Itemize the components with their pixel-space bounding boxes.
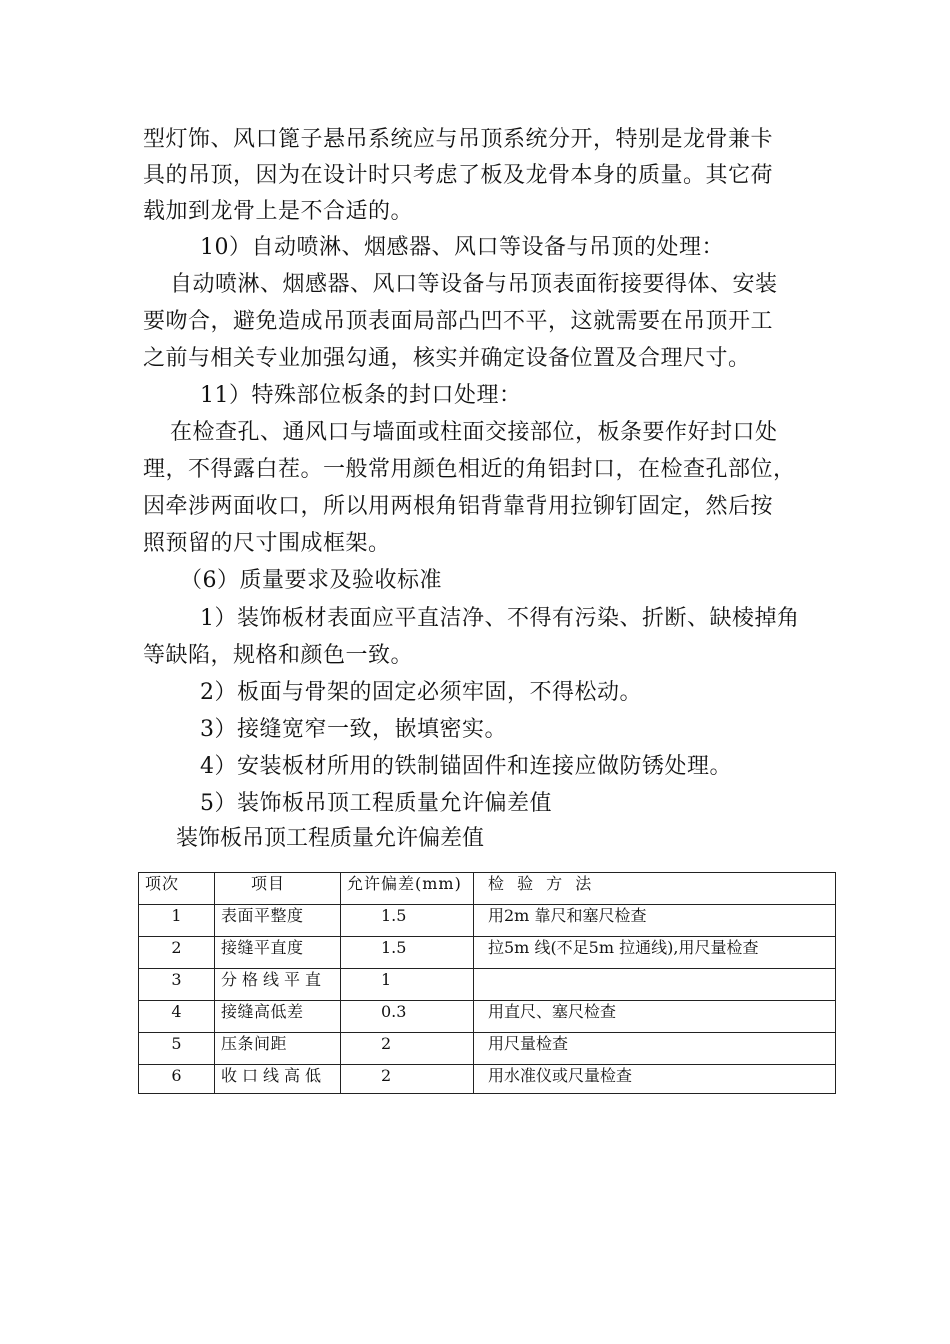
section-heading-11: 11）特殊部位板条的封口处理： — [200, 383, 522, 408]
row-no: 2 — [139, 937, 215, 969]
section-heading-6: （6）质量要求及验收标准 — [180, 568, 442, 593]
row-tolerance: 2 — [341, 1065, 474, 1094]
paragraph-line: 在检查孔、通风口与墙面或柱面交接部位，板条要作好封口处 — [170, 420, 778, 445]
paragraph-line: 具的吊顶，因为在设计时只考虑了板及龙骨本身的质量。其它荷 — [143, 163, 774, 188]
row-tolerance: 1.5 — [341, 905, 474, 937]
requirement-item-continued: 等缺陷，规格和颜色一致。 — [143, 643, 414, 668]
paragraph-line: 载加到龙骨上是不合适的。 — [143, 199, 414, 224]
row-method — [474, 969, 836, 1001]
header-method: 检 验 方 法 — [474, 873, 836, 905]
row-tolerance: 0.3 — [341, 1001, 474, 1033]
table-caption: 装饰板吊顶工程质量允许偏差值 — [176, 826, 485, 851]
row-item: 接缝平直度 — [215, 937, 341, 969]
requirement-item: 4）安装板材所用的铁制锚固件和连接应做防锈处理。 — [200, 754, 732, 779]
table-row — [139, 1065, 836, 1094]
row-no: 3 — [139, 969, 215, 1001]
paragraph-line: 要吻合，避免造成吊顶表面局部凸凹不平，这就需要在吊顶开工 — [143, 309, 774, 334]
row-item: 表面平整度 — [215, 905, 341, 937]
table-header-row — [139, 873, 836, 905]
requirement-item: 5）装饰板吊顶工程质量允许偏差值 — [200, 791, 552, 816]
requirement-item: 1）装饰板材表面应平直洁净、不得有污染、折断、缺棱掉角 — [200, 606, 800, 631]
row-method: 用尺量检查 — [474, 1033, 836, 1065]
tolerance-table — [138, 872, 836, 1094]
row-item: 分格线平直 — [215, 969, 341, 1001]
row-tolerance: 1.5 — [341, 937, 474, 969]
requirement-item: 3）接缝宽窄一致，嵌填密实。 — [200, 717, 507, 742]
paragraph-line: 因牵涉两面收口，所以用两根角铝背靠背用拉铆钉固定，然后按 — [143, 494, 774, 519]
row-item: 接缝高低差 — [215, 1001, 341, 1033]
paragraph-line: 自动喷淋、烟感器、风口等设备与吊顶表面衔接要得体、安装 — [170, 272, 778, 297]
row-no: 6 — [139, 1065, 215, 1094]
row-item: 压条间距 — [215, 1033, 341, 1065]
paragraph-line: 型灯饰、风口篦子悬吊系统应与吊顶系统分开，特别是龙骨兼卡 — [143, 127, 774, 152]
row-item: 收口线高低 — [215, 1065, 341, 1094]
row-no: 5 — [139, 1033, 215, 1065]
table-row — [139, 1033, 836, 1065]
header-tolerance: 允许偏差(mm) — [341, 873, 474, 905]
requirement-item: 2）板面与骨架的固定必须牢固，不得松动。 — [200, 680, 642, 705]
row-tolerance: 1 — [341, 969, 474, 1001]
table-row — [139, 937, 836, 969]
row-no: 4 — [139, 1001, 215, 1033]
header-item: 项目 — [215, 873, 341, 905]
section-heading-10: 10）自动喷淋、烟感器、风口等设备与吊顶的处理： — [200, 235, 724, 260]
paragraph-line: 理，不得露白茬。一般常用颜色相近的角铝封口，在检查孔部位， — [143, 457, 796, 482]
row-method: 用水准仪或尺量检查 — [474, 1065, 836, 1094]
row-method: 拉5m 线(不足5m 拉通线),用尺量检查 — [474, 937, 836, 969]
row-method: 用2m 靠尺和塞尺检查 — [474, 905, 836, 937]
row-tolerance: 2 — [341, 1033, 474, 1065]
paragraph-line: 照预留的尺寸围成框架。 — [143, 531, 391, 556]
table-row — [139, 905, 836, 937]
table-row — [139, 1001, 836, 1033]
row-no: 1 — [139, 905, 215, 937]
table-row — [139, 969, 836, 1001]
header-no: 项次 — [139, 873, 215, 905]
paragraph-line: 之前与相关专业加强勾通，核实并确定设备位置及合理尺寸。 — [143, 346, 751, 371]
row-method: 用直尺、塞尺检查 — [474, 1001, 836, 1033]
